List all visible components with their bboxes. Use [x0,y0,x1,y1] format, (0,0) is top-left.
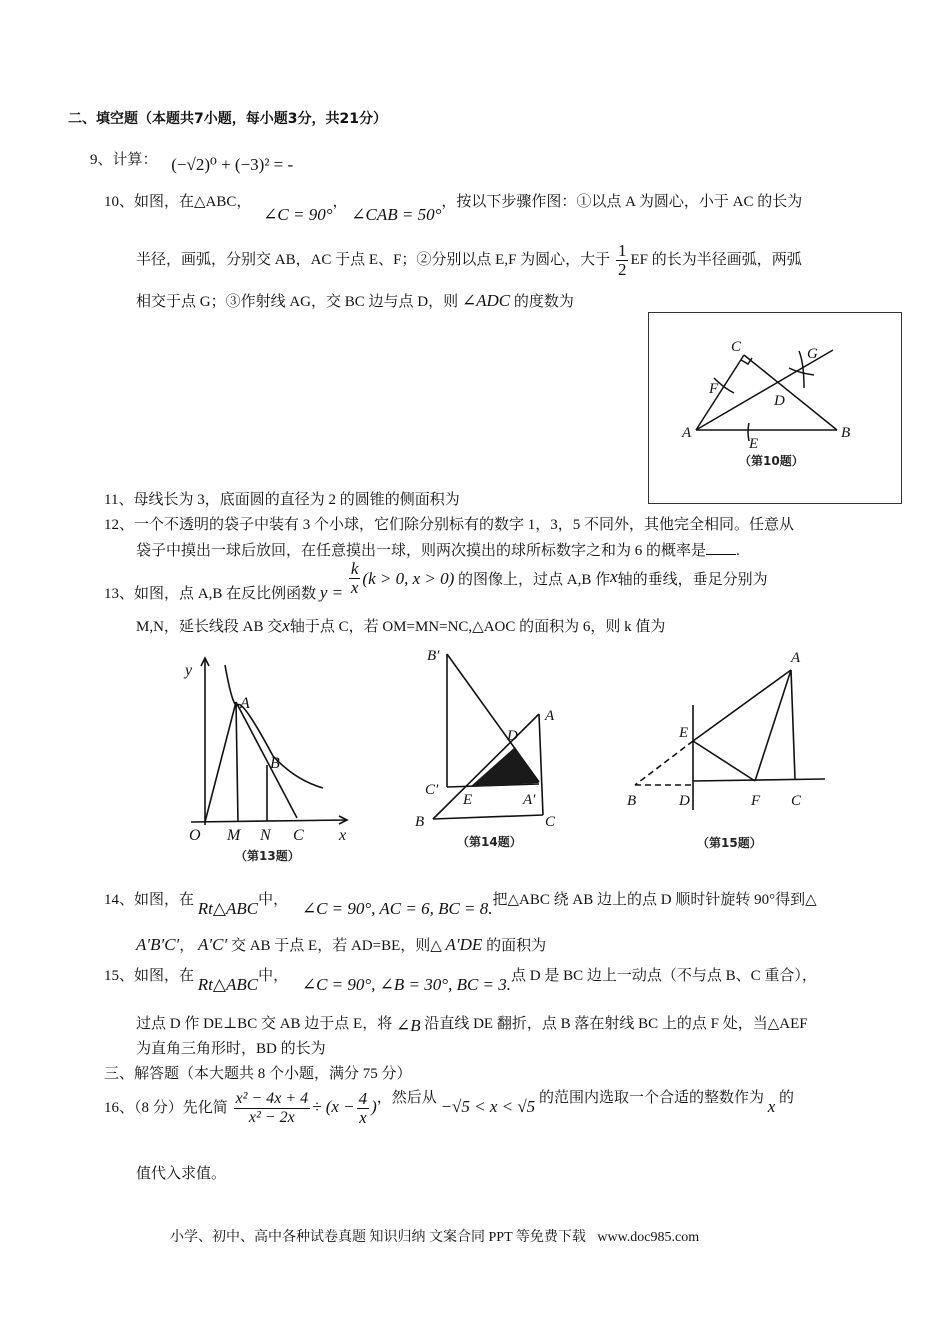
svg-text:A′: A′ [523,792,536,808]
q14-segment-ac-prime: A′C′ [198,935,228,954]
figure-10-caption: （第10题） [739,454,804,468]
q10-cond-angle-c: ∠C = 90° [263,205,333,224]
frac-den: x [350,578,359,597]
q9-prefix: 9、计算： [90,152,158,168]
q16-x-var: x [767,1096,776,1116]
label-f: F [709,381,719,397]
svg-text:N: N [260,827,271,844]
svg-text:E: E [679,725,689,741]
q9-expression: (−√2)⁰ + (−3)² = - [171,155,294,174]
figure-14 [405,642,575,864]
svg-text:C: C [545,814,556,830]
q16-fraction-inner [357,1090,370,1127]
q10-line2-suffix: EF 的长为半径画弧，两弧 [630,251,802,268]
figure-14-caption: （第14题） [457,835,522,849]
question-13-line1 [104,559,768,602]
q10-angle-adc: ∠ADC [461,291,511,310]
question-12-line1: 12、一个不透明的袋子中装有 3 个小球，它们除分别标有的数字 1，3，5 不同外，其他完全相同。任意从 [104,517,795,533]
q16-suffix: 的范围内选取一个合适的整数作为 [538,1089,764,1106]
svg-text:A: A [545,708,555,724]
svg-text:B: B [627,793,637,809]
q16-range: −√5 < x < √5 [440,1096,536,1116]
svg-text:E: E [463,792,473,808]
q10-fraction-half [616,242,629,279]
q16-close-paren: ) [371,1096,377,1116]
q12-line2-text: 袋子中摸出一球后放回，在任意摸出一球，则两次摸出的球所标数字之和为 6 的概率是 [136,543,707,559]
question-14-line2 [136,934,546,955]
svg-text:B: B [270,755,280,772]
figure-15-diagram [615,645,870,865]
q15-line2-suffix: 沿直线 DE 翻折，点 B 落在射线 BC 上的点 F 处，当△AEF [424,1016,808,1032]
q14-line2-mid: 交 AB 于点 E，若 AD=BE，则△ [230,938,442,954]
q14-sep: ， [179,938,195,954]
question-13-line2 [136,615,665,636]
q16-mid: ，然后从 [376,1089,437,1106]
q13-line2-suffix: 轴于点 C，若 OM=MN=NC,△AOC 的面积为 6，则 k 值为 [289,619,666,635]
label-e: E [749,436,759,452]
q14-prefix: 14、如图，在 [104,892,195,908]
label-d: D [774,393,785,409]
question-14-line1 [104,888,817,918]
q16-end: 的 [779,1089,795,1106]
q16-operator: ÷ (x − [312,1096,355,1116]
label-b: B [841,425,851,441]
figure-10-diagram [649,313,901,503]
svg-text:B: B [415,814,425,830]
svg-text:B′: B′ [427,648,440,664]
q13-func-y: y = [319,582,344,602]
figure-10 [648,312,902,504]
q15-triangle: Rt△ABC [197,975,259,994]
q15-line2-prefix: 过点 D 作 DE⊥BC 交 AB 边于点 E，将 [136,1016,393,1032]
question-9 [90,148,294,174]
footer [170,1226,699,1246]
q13-prefix: 13、如图，点 A,B 在反比例函数 [104,585,317,602]
svg-text:F: F [751,793,761,809]
q15-prefix: 15、如图，在 [104,968,195,984]
figure-13 [155,650,370,870]
q15-condition: ∠C = 90°, ∠B = 30°, BC = 3. [301,975,512,994]
frac-den: x [359,1108,367,1127]
q14-line1-suffix: 把△ABC 绕 AB 边上的点 D 顺时针旋转 90°得到△ [492,892,817,908]
question-16-line2: 值代入求值。 [136,1166,227,1182]
label-c: C [731,339,742,355]
footer-url[interactable]: www.doc985.com [597,1230,700,1245]
svg-text:C: C [293,827,304,844]
svg-text:A: A [791,650,801,666]
q15-mid: 中， [258,968,289,984]
q15-line1-suffix: 点 D 是 BC 边上一动点（不与点 B、C 重合）， [511,968,817,984]
svg-text:C′: C′ [425,782,439,798]
question-10-line1 [104,190,803,224]
question-15-line3: 为直角三角形时，BD 的长为 [136,1041,326,1057]
figure-14-diagram [405,642,575,864]
q13-line1-mid: 的图像上，过点 A,B 作 [458,571,611,588]
footer-text: 小学、初中、高中各种试卷真题 知识归纳 文案合同 PPT 等免费下载 [170,1230,586,1245]
q14-triangle: Rt△ABC [197,899,259,918]
q14-line2-suffix: 的面积为 [486,938,547,954]
frac-num: k [350,559,359,578]
q10-prefix: 10、如图，在△ABC， [104,194,252,210]
q13-x-var-2: x [282,616,290,635]
question-10-line2 [136,242,802,279]
q16-prefix: 16、（8 分）先化简 [104,1099,228,1116]
frac-num: 1 [617,241,627,260]
q10-cond-angle-cab: ∠CAB = 50° [351,205,442,224]
q14-mid: 中， [258,892,289,908]
section-heading-fill-blank: 二、填空题（本题共7小题，每小题3分，共21分） [68,111,387,127]
q10-line3-suffix: 的度数为 [513,294,574,310]
frac-den: 2 [617,260,627,279]
question-11: 11、母线长为 3，底面圆的直径为 2 的圆锥的侧面积为 [104,492,460,508]
figure-13-diagram [155,650,370,870]
svg-text:D: D [679,793,690,809]
figure-15-caption: （第15题） [697,836,762,850]
svg-text:y: y [185,662,193,679]
q13-line1-suffix: 轴的垂线，垂足分别为 [617,571,768,588]
svg-text:A: A [240,695,250,712]
q14-condition: ∠C = 90°, AC = 6, BC = 8. [301,899,493,918]
q13-fraction-k-over-x [349,560,361,597]
svg-text:D: D [507,728,518,744]
frac-num: x² − 4x + 4 [235,1090,309,1107]
q14-triangle-ade: A′DE [445,935,483,954]
q12-answer-blank[interactable] [706,540,736,555]
section-heading-solve: 三、解答题（本大题共 8 个小题，满分 75 分） [104,1066,412,1082]
svg-text:x: x [339,827,347,844]
svg-text:C: C [791,793,802,809]
q13-line2-prefix: M,N，延长线段 AB 交 [136,619,283,635]
question-10-line3 [136,290,574,311]
question-16-line1 [104,1090,794,1127]
frac-den: x² − 2x [248,1109,295,1126]
q16-fraction-main [234,1090,311,1127]
label-a: A [682,425,692,441]
q10-line1-suffix: ，按以下步骤作图：①以点 A 为圆心，小于 AC 的长为 [441,194,803,210]
label-g: G [807,346,818,362]
question-15-line1 [104,964,817,994]
svg-text:M: M [227,827,241,844]
q14-triangle-prime: A′B′C′ [136,935,180,954]
frac-num: 4 [358,1089,368,1108]
q10-sep: ， [332,194,348,210]
q15-angle-b: ∠B [395,1016,421,1035]
figure-13-caption: （第13题） [235,849,300,863]
q13-func-condition: (k > 0, x > 0) [362,568,455,588]
svg-text:O: O [189,827,201,844]
q12-end: . [736,543,740,559]
q10-line3-prefix: 相交于点 G；③作射线 AG，交 BC 边与点 D，则 [136,294,459,310]
question-12-line2 [136,539,740,560]
figure-15 [615,645,870,865]
q13-x-var: x [610,566,618,586]
question-15-line2 [136,1012,808,1033]
q10-line2-prefix: 半径，画弧，分别交 AB，AC 于点 E、F；②分别以点 E,F 为圆心，大于 [136,251,611,268]
